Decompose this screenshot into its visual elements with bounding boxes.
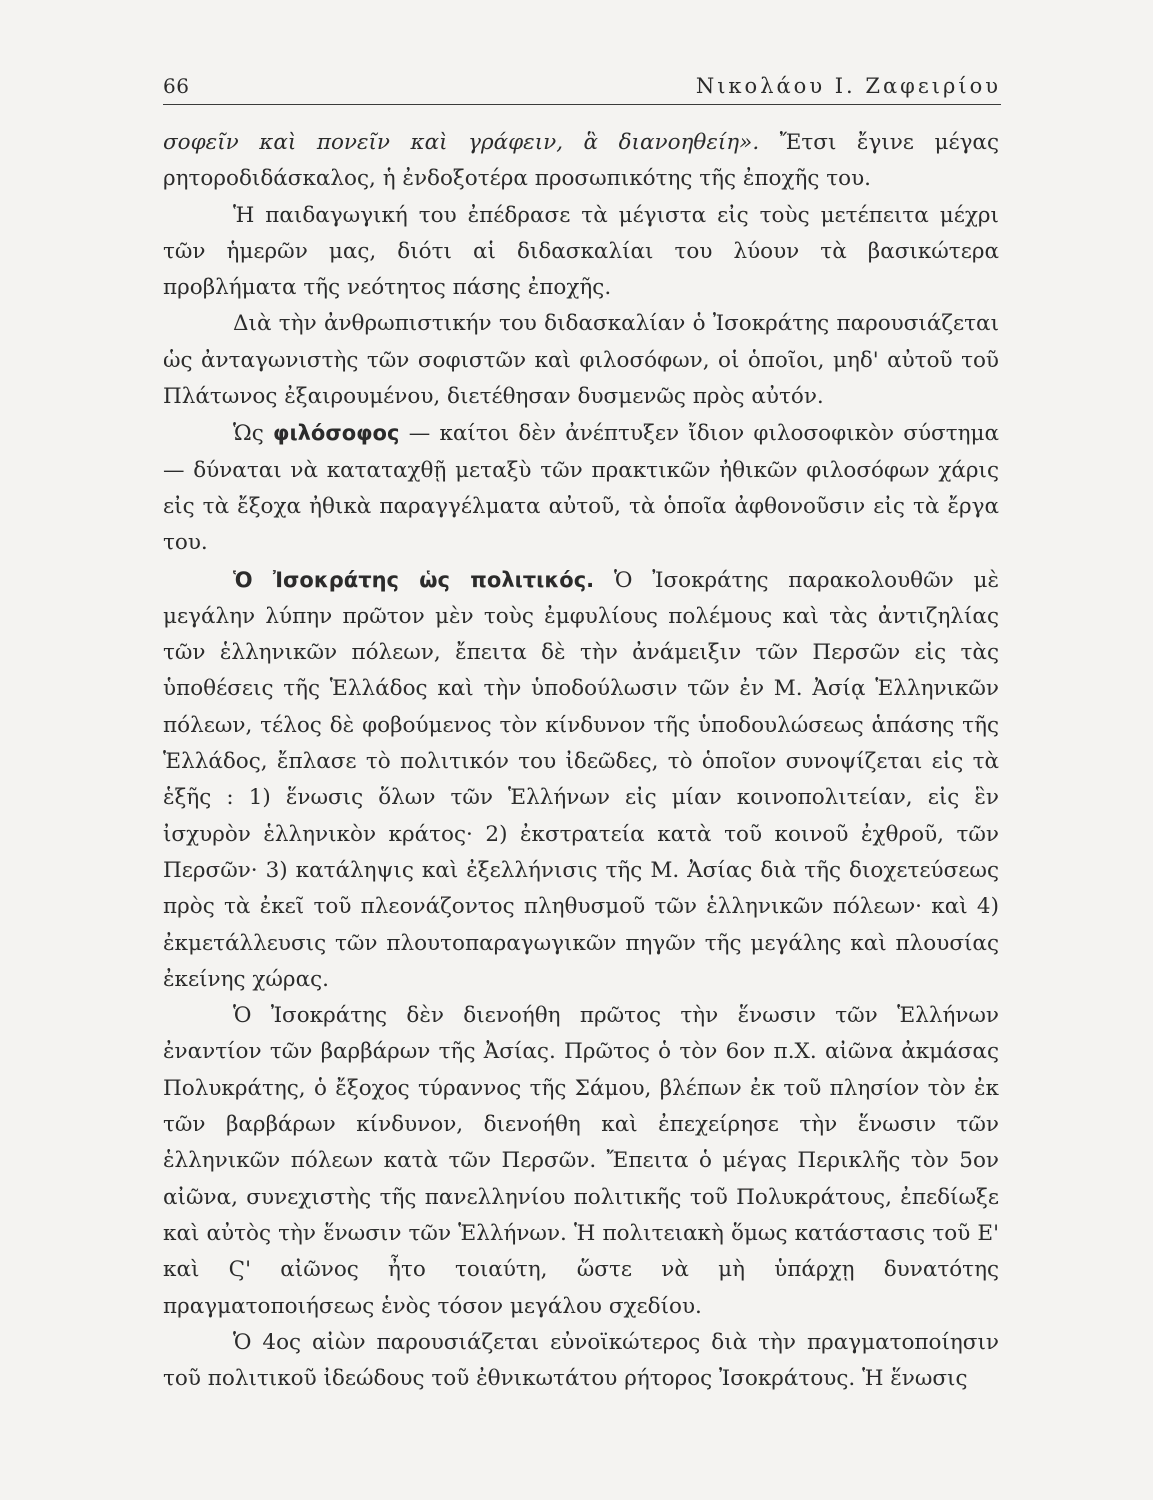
- body-text: [163, 125, 999, 1397]
- paragraph-7: Ὁ 4ος αἰὼν παρουσιάζεται εὐνοϊκώτερος διὰ τὴν πραγματοποίησιν τοῦ πολιτικοῦ ἰδεώδους τοῦ ἐθνικωτάτου ρήτορος Ἰσοκράτους. Ἡ ἕνωσις: [163, 1329, 999, 1392]
- section-heading-politician: Ὁ Ἰσοκράτης ὡς πολιτικός.: [233, 567, 595, 592]
- paragraph-1-text: Ἔτσι ἔγινε μέγας ρητοροδιδάσκαλος, ἡ ἐνδοξοτέρα προσωπικότης τῆς ἐποχῆς του.: [163, 130, 999, 192]
- running-head: Νικολάου Ι. Ζαφειρίου: [695, 74, 1001, 98]
- paragraph-4: [163, 415, 999, 561]
- paragraph-2: Ἡ παιδαγωγική του ἐπέδρασε τὰ μέγιστα εἰς τοὺς μετέπειτα μέχρι τῶν ἡμερῶν μας, διότι αἱ διδασκαλίαι του λύουν τὰ βασικώτερα προβλήματα τῆς νεότητος πάσης ἐποχῆς.: [163, 202, 999, 301]
- page-number: 66: [163, 74, 190, 98]
- italic-quote: σοφεῖν καὶ πονεῖν καὶ γράφειν, ἃ διανοηθείη».: [163, 130, 760, 155]
- page-header: [163, 72, 1001, 105]
- paragraph-6: Ὁ Ἰσοκράτης δὲν διενοήθη πρῶτος τὴν ἕνωσιν τῶν Ἑλλήνων ἐναντίον τῶν βαρβάρων τῆς Ἀσίας. Πρῶτος ὁ τὸν 6ον π.Χ. αἰῶνα ἀκμάσας Πολυκράτης, ὁ ἔξοχος τύραννος τῆς Σάμου, βλέπων ἐκ τοῦ πλησίον τὸν ἐκ τῶν βαρβάρων κίνδυνον, διενοήθη καὶ ἐπεχείρησε τὴν ἕνωσιν τῶν ἑλληνικῶν πόλεων κατὰ τῶν Περσῶν. Ἔπειτα ὁ μέγας Περικλῆς τὸν 5ον αἰῶνα, συνεχιστὴς τῆς πανελληνίου πολιτικῆς τοῦ Πολυκράτους, ἐπεδίωξε καὶ αὐτὸς τὴν ἕνωσιν τῶν Ἑλλήνων. Ἡ πολιτειακὴ ὅμως κατάστασις τοῦ Ε' καὶ Ϛ' αἰῶνος ἦτο τοιαύτη, ὥστε νὰ μὴ ὑπάρχῃ δυνατότης πραγματοποιήσεως ἑνὸς τόσον μεγάλου σχεδίου.: [163, 1003, 999, 1319]
- paragraph-4-text: — καίτοι δὲν ἀνέπτυξεν ἴδιον φιλοσοφικὸν σύστημα — δύναται νὰ καταταχθῇ μεταξὺ τῶν πρακτικῶν ἠθικῶν φιλοσόφων χάρις εἰς τὰ ἔξοχα ἠθικὰ παραγγέλματα αὐτοῦ, τὰ ὁποῖα ἀφθονοῦσιν εἰς τὰ ἔργα του.: [163, 421, 999, 556]
- paragraph-3: Διὰ τὴν ἀνθρωπιστικήν του διδασκαλίαν ὁ Ἰσοκράτης παρουσιάζεται ὡς ἀνταγωνιστὴς τῶν σοφιστῶν καὶ φιλοσόφων, οἱ ὁποῖοι, μηδ' αὐτοῦ τοῦ Πλάτωνος ἐξαιρουμένου, διετέθησαν δυσμενῶς πρὸς αὐτόν.: [163, 311, 999, 410]
- heading-philosopher: φιλόσοφος: [273, 421, 400, 446]
- paragraph-5: [163, 562, 999, 999]
- paragraph-1: [163, 125, 999, 198]
- paragraph-5-text: Ὁ Ἰσοκράτης παρακολουθῶν μὲ μεγάλην λύπην πρῶτον μὲν τοὺς ἐμφυλίους πολέμους καὶ τὰς ἀντιζηλίας τῶν ἑλληνικῶν πόλεων, ἔπειτα δὲ τὴν ἀνάμειξιν τῶν Περσῶν εἰς τὰς ὑποθέσεις τῆς Ἑλλάδος καὶ τὴν ὑποδούλωσιν τῶν ἐν Μ. Ἀσίᾳ Ἑλληνικῶν πόλεων, τέλος δὲ φοβούμενος τὸν κίνδυνον τῆς ὑποδουλώσεως ἁπάσης τῆς Ἑλλάδος, ἔπλασε τὸ πολιτικόν του ἰδεῶδες, τὸ ὁποῖον συνοψίζεται εἰς τὰ ἑξῆς : 1) ἕνωσις ὅλων τῶν Ἑλλήνων εἰς μίαν κοινοπολιτείαν, εἰς ἓν ἰσχυρὸν ἑλληνικὸν κράτος· 2) ἐκστρατεία κατὰ τοῦ κοινοῦ ἐχθροῦ, τῶν Περσῶν· 3) κατάληψις καὶ ἐξελλήνισις τῆς Μ. Ἀσίας διὰ τῆς διοχετεύσεως πρὸς τὰ ἐκεῖ τοῦ πλεονάζοντος πληθυσμοῦ τῶν ἑλληνικῶν πόλεων· καὶ 4) ἐκμετάλλευσις τῶν πλουτοπαραγωγικῶν πηγῶν τῆς μεγάλης καὶ πλουσίας ἐκείνης χώρας.: [163, 567, 1000, 992]
- paragraph-4-lead: Ὡς: [233, 421, 274, 447]
